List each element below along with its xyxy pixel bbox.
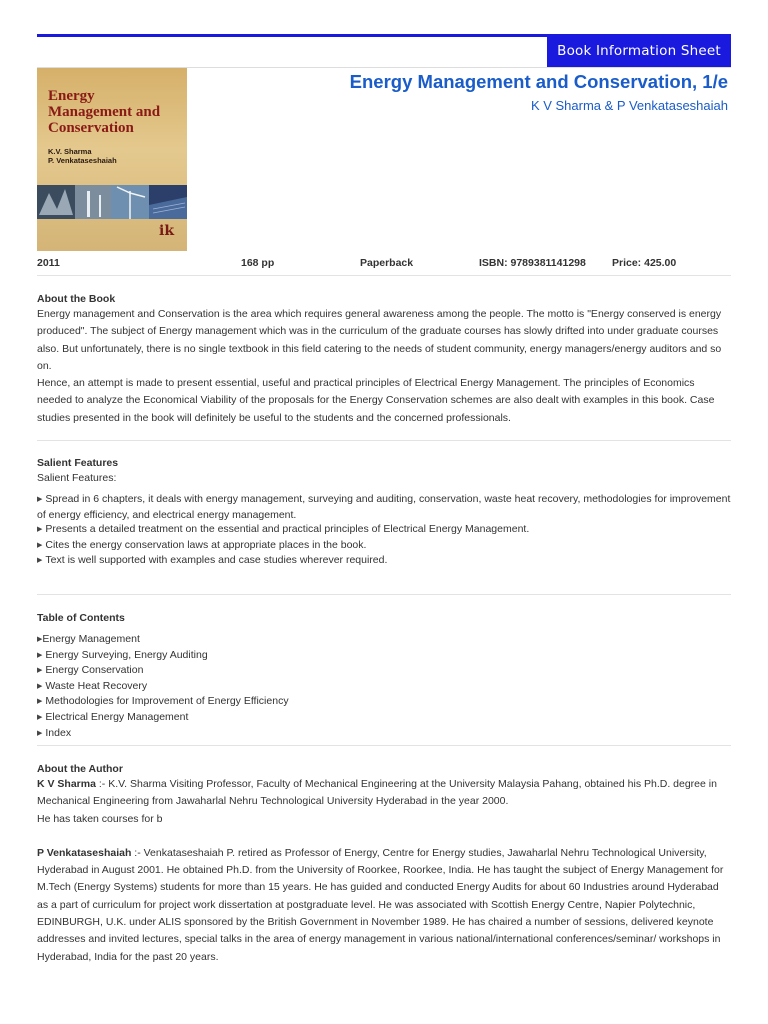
about-book-section [37, 292, 731, 427]
salient-list [37, 492, 731, 569]
toc-item: ▶ Energy Surveying, Energy Auditing [37, 648, 731, 664]
bullet-arrow-icon: ▶ [37, 651, 43, 659]
bullet-arrow-icon: ▶ [37, 682, 43, 690]
bullet-arrow-icon: ▶ [37, 698, 43, 706]
list-item: ▶ Spread in 6 chapters, it deals with energy management, surveying and auditing, conservation, waste heat recovery, methodologies for improvement of energy efficiency, and electrical energy management. [37, 493, 731, 521]
list-item: ▶ Text is well supported with examples and case studies wherever required. [37, 553, 731, 569]
divider [37, 745, 731, 746]
meta-year: 2011 [37, 257, 60, 269]
list-item: ▶ Presents a detailed treatment on the essential and practical principles of Electrical Energy Management. [37, 522, 731, 538]
author-2-name: P Venkataseshaiah [37, 846, 132, 859]
toc-item: ▶ Waste Heat Recovery [37, 679, 731, 695]
meta-price: Price: 425.00 [612, 257, 677, 269]
cover-photo-strip [37, 185, 187, 219]
about-book-heading: About the Book [37, 293, 116, 305]
meta-isbn: ISBN: 9789381141298 [479, 257, 586, 269]
toc-item: ▶Energy Management [37, 632, 731, 648]
publisher-logo: ik [159, 223, 175, 239]
about-author-section [37, 762, 731, 966]
toc-item: ▶ Electrical Energy Management [37, 710, 731, 726]
book-cover-image [37, 68, 187, 251]
meta-pages: 168 pp [241, 257, 275, 269]
meta-rule [37, 275, 731, 276]
toc-list [37, 632, 731, 741]
bullet-arrow-icon: ▶ [37, 713, 43, 721]
bullet-arrow-icon: ▶ [37, 667, 43, 675]
bullet-arrow-icon: ▶ [37, 496, 43, 504]
divider [37, 440, 731, 441]
meta-binding: Paperback [360, 257, 414, 269]
divider [37, 594, 731, 595]
salient-heading: Salient Features [37, 457, 119, 469]
about-author-heading: About the Author [37, 763, 123, 775]
author-1-extra: He has taken courses for b [37, 812, 163, 825]
book-authors: K V Sharma & P Venkataseshaiah [530, 98, 728, 113]
author-1-bio: K V Sharma :- K.V. Sharma Visiting Professor, Faculty of Mechanical Engineering at the University Malaysia Pahang, obtained his Ph.D. degree in Mechanical Engineering from Jawaharlal Nehru Technological University Hyderabad in the year 2000. [37, 778, 717, 808]
list-item: ▶ Cites the energy conservation laws at appropriate places in the book. [37, 538, 731, 554]
book-title: Energy Management and Conservation, 1/e [349, 71, 728, 92]
toc-heading: Table of Contents [37, 612, 125, 624]
author-1-name: K V Sharma [37, 778, 96, 790]
cover-authors: K.V. Sharma P. Venkataseshaiah [48, 147, 117, 165]
salient-features-section [37, 456, 731, 569]
cover-title: Energy Management and Conservation [48, 88, 161, 136]
author-2-bio: P Venkataseshaiah :- Venkataseshaiah P. retired as Professor of Energy, Centre for Energy studies, Jawaharlal Nehru Technological University, Hyderabad in August 2001. He obtained Ph.D. from the University of Roorkee, Roorkee, India. He has taught the subject of Energy Management for M.Tech (Energy Systems) students for more than 15 years. He has guided and conducted Energy Audits for about 60 Industries around Hyderabad as a part of curriculum for project work dissertation at postgraduate level. He was associated with Scottish Energy Centre, Napier Polytechnic, EDINBURGH, U.K. under ALIS sponsored by the British Government in November 1989. He has chaired a number of sessions, delivered keynote addresses and invited lectures, special talks in the area of energy management in various national/international conferences/seminar/ workshops in Hyderabad, India for the past 20 years. [37, 846, 724, 963]
toc-item: ▶ Index [37, 726, 731, 742]
toc-item: ▶ Methodologies for Improvement of Energy Efficiency [37, 694, 731, 710]
bullet-arrow-icon: ▶ [37, 729, 43, 737]
bullet-arrow-icon: ▶ [37, 526, 43, 534]
bullet-arrow-icon: ▶ [37, 636, 43, 643]
book-meta-row [37, 257, 731, 273]
sheet-badge: Book Information Sheet [547, 35, 731, 67]
about-book-para-1: Energy management and Conservation is the area which requires general awareness among the people. The motto is "Energy conserved is energy produced". The subject of Energy management which was in the curriculum of the graduate courses has slowly drifted into under graduate courses also. But unfortunately, there is no single textbook in this field catering to the needs of student community, energy managers/energy auditors and so on. [37, 308, 722, 372]
table-of-contents-section [37, 611, 731, 741]
toc-item: ▶ Energy Conservation [37, 663, 731, 679]
bullet-arrow-icon: ▶ [37, 557, 43, 565]
about-book-para-2: Hence, an attempt is made to present essential, useful and practical principles of Electrical Energy Management. The principles of Economics needed to analyze the Economical Viability of the proposals for the Energy Conservation schemes are also dealt with examples in this book. Case studies presented in the book will definitely be useful to the students and the concerned professionals. [37, 377, 715, 424]
bullet-arrow-icon: ▶ [37, 541, 43, 549]
salient-intro: Salient Features: [37, 472, 117, 484]
